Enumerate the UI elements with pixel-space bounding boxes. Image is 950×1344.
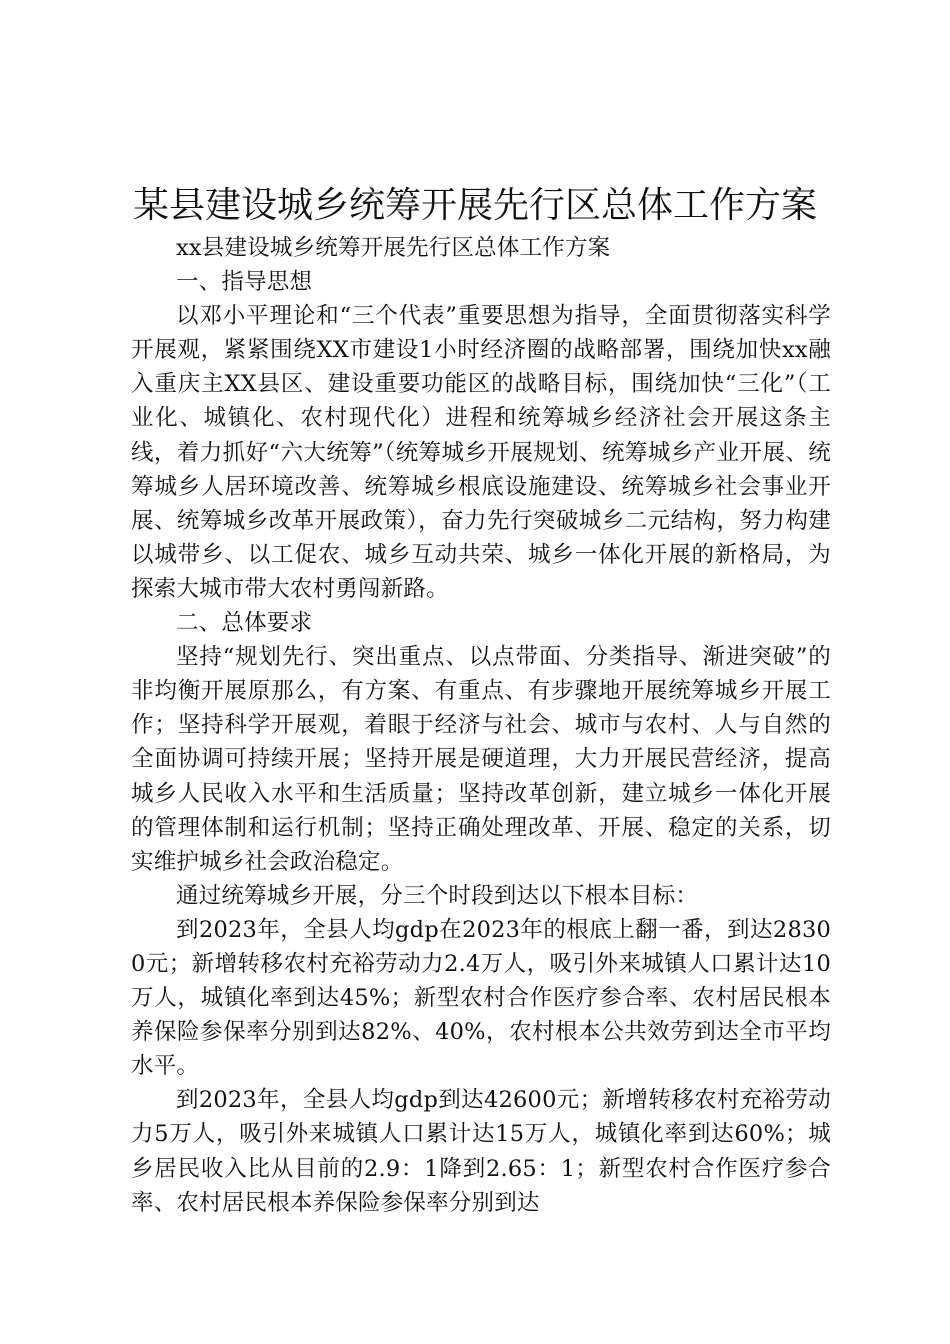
paragraph-target-stage-one: 到2023年，全县人均gdp在2023年的根底上翻一番，到达28300元；新增转移农村充裕劳动力2.4万人，吸引外来城镇人口累计达10万人，城镇化率到达45%；新型农村合作医疗参合率、农村居民根本养保险参保率分别到达82%、40%，农村根本公共效劳到达全市平均水平。	[131, 916, 831, 1080]
section-heading-overall-requirements: 二、总体要求	[176, 610, 313, 637]
document-body	[131, 231, 831, 1220]
document-title: 某县建设城乡统筹开展先行区总体工作方案	[132, 185, 817, 226]
paragraph-overall-requirements: 坚持“规划先行、突出重点、以点带面、分类指导、渐进突破”的非均衡开展原那么，有方案、有重点、有步骤地开展统筹城乡开展工作；坚持科学开展观，着眼于经济与社会、城市与农村、人与自然的全面协调可持续开展；坚持开展是硬道理，大力开展民营经济，提高城乡人民收入水平和生活质量；坚持改革创新，建立城乡一体化开展的管理体制和运行机制；坚持正确处理改革、开展、稳定的关系，切实维护城乡社会政治稳定。	[131, 644, 831, 875]
subtitle-paragraph: xx县建设城乡统筹开展先行区总体工作方案	[176, 235, 611, 261]
paragraph-guiding-ideology: 以邓小平理论和“三个代表”重要思想为指导，全面贯彻落实科学开展观，紧紧围绕XX市建设1小时经济圈的战略部署，围绕加快xx融入重庆主XX县区、建设重要功能区的战略目标，围绕加快“三化”（工业化、城镇化、农村现代化）进程和统筹城乡经济社会开展这条主线，着力抓好“六大统筹”（统筹城乡开展规划、统筹城乡产业开展、统筹城乡人居环境改善、统筹城乡根底设施建设、统筹城乡社会事业开展、统筹城乡改革开展政策），奋力先行突破城乡二元结构，努力构建以城带乡、以工促农、城乡互动共荣、城乡一体化开展的新格局，为探索大城市带大农村勇闯新路。	[131, 303, 831, 602]
paragraph-target-stage-two: 到2023年，全县人均gdp到达42600元；新增转移农村充裕劳动力5万人，吸引外来城镇人口累计达15万人，城镇化率到达60%；城乡居民收入比从目前的2.9：1降到2.65：1；新型农村合作医疗参合率、农村居民根本养保险参保率分别到达	[131, 1087, 831, 1216]
paragraph-targets-intro: 通过统筹城乡开展，分三个时段到达以下根本目标：	[176, 882, 699, 909]
section-heading-guiding-ideology: 一、指导思想	[176, 269, 313, 296]
